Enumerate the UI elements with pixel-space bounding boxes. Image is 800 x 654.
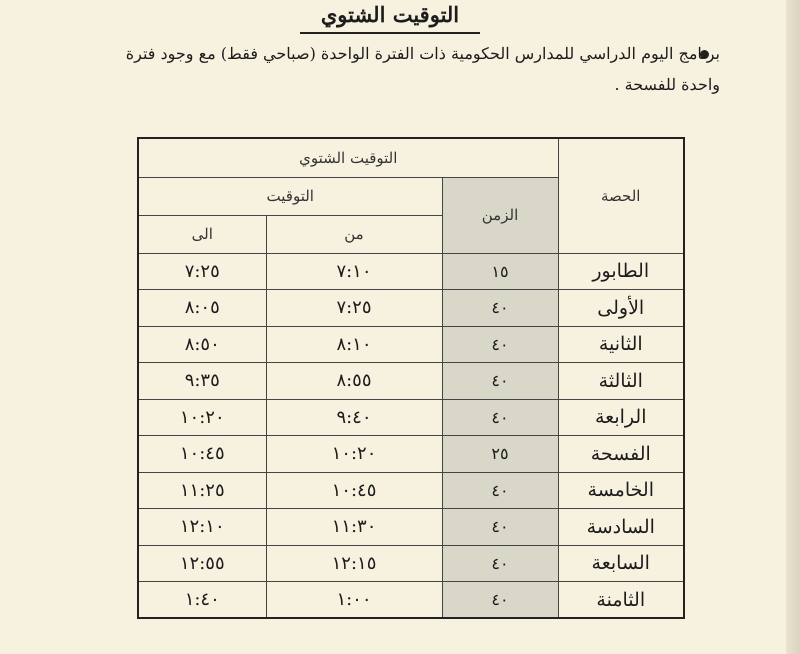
table-row [138,436,684,473]
table-row [138,363,684,400]
table-row [138,253,684,290]
duration-cell: ٤٠ [442,545,558,582]
from-cell: ١:٠٠ [266,582,442,619]
to-cell: ٨:٥٠ [138,326,266,363]
from-cell: ١١:٣٠ [266,509,442,546]
header-timing: التوقيت [138,177,442,215]
from-cell: ١٠:٢٠ [266,436,442,473]
duration-cell: ٤٠ [442,290,558,327]
to-cell: ١٢:١٠ [138,509,266,546]
header-from: من [266,215,442,253]
period-cell: الفسحة [558,436,684,473]
from-cell: ١٢:١٥ [266,545,442,582]
schedule-table [137,137,685,619]
period-cell: الرابعة [558,399,684,436]
from-cell: ٩:٤٠ [266,399,442,436]
duration-cell: ٢٥ [442,436,558,473]
duration-cell: ١٥ [442,253,558,290]
to-cell: ١٠:٤٥ [138,436,266,473]
table-row [138,582,684,619]
schedule-rows [138,253,684,618]
to-cell: ١١:٢٥ [138,472,266,509]
table-row [138,509,684,546]
period-cell: السابعة [558,545,684,582]
intro-paragraph: برنامج اليوم الدراسي للمدارس الحكومية ذات الفترة الواحدة (صباحي فقط) مع وجود فترة واحدة للفسحة . [125,44,720,94]
duration-cell: ٤٠ [442,399,558,436]
duration-cell: ٤٠ [442,326,558,363]
period-cell: الثالثة [558,363,684,400]
page-edge [786,0,800,654]
from-cell: ٨:٥٥ [266,363,442,400]
table-row [138,545,684,582]
duration-cell: ٤٠ [442,509,558,546]
table-row [138,399,684,436]
header-period: الحصة [558,138,684,253]
from-cell: ١٠:٤٥ [266,472,442,509]
to-cell: ١٠:٢٠ [138,399,266,436]
page-title: التوقيت الشتوي [300,0,480,34]
duration-cell: ٤٠ [442,363,558,400]
header-group: التوقيت الشتوي [138,138,558,177]
duration-cell: ٤٠ [442,582,558,619]
period-cell: الأولى [558,290,684,327]
to-cell: ١٢:٥٥ [138,545,266,582]
to-cell: ٧:٢٥ [138,253,266,290]
period-cell: الخامسة [558,472,684,509]
period-cell: الطابور [558,253,684,290]
header-to: الى [138,215,266,253]
from-cell: ٨:١٠ [266,326,442,363]
table-row [138,472,684,509]
to-cell: ٩:٣٥ [138,363,266,400]
table-row [138,326,684,363]
table-row [138,290,684,327]
duration-cell: ٤٠ [442,472,558,509]
from-cell: ٧:١٠ [266,253,442,290]
to-cell: ١:٤٠ [138,582,266,619]
to-cell: ٨:٠٥ [138,290,266,327]
period-cell: الثامنة [558,582,684,619]
period-cell: السادسة [558,509,684,546]
period-cell: الثانية [558,326,684,363]
header-duration: الزمن [442,177,558,253]
from-cell: ٧:٢٥ [266,290,442,327]
